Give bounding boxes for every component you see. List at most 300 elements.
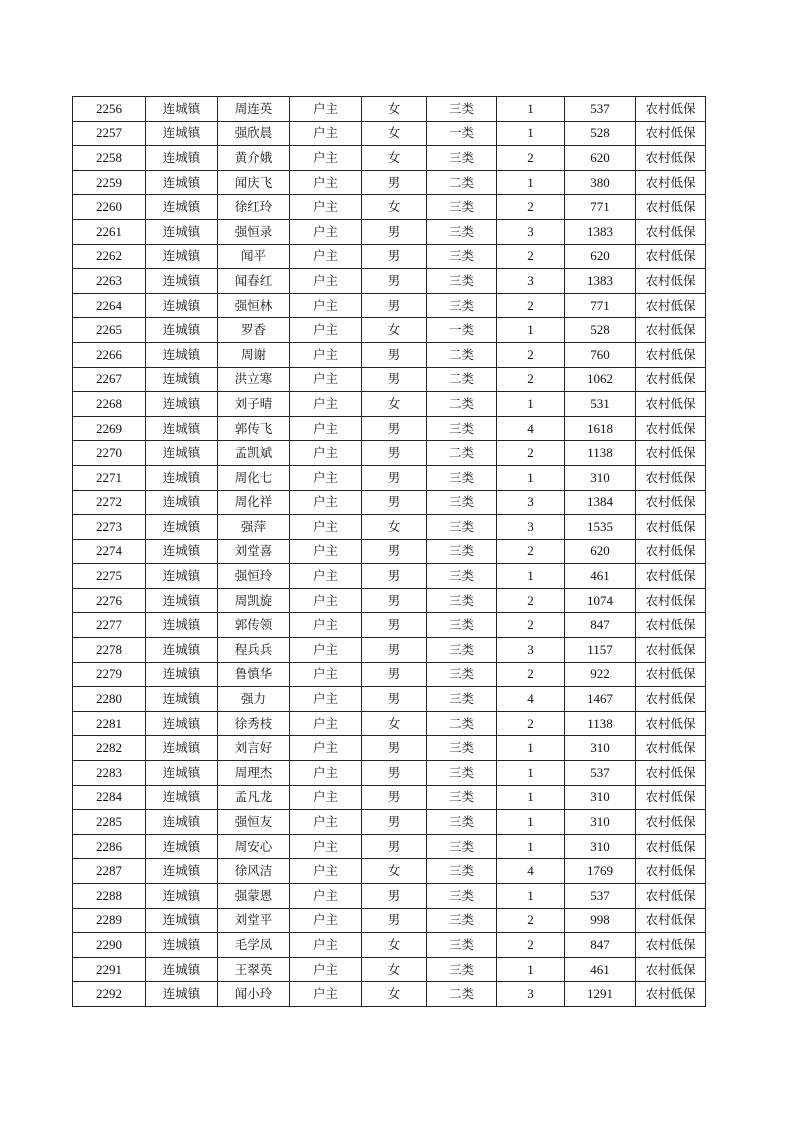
township-cell: 连城镇 [146,613,218,638]
gender-cell: 男 [362,342,427,367]
category-cell: 三类 [427,810,497,835]
name-cell: 徐秀枝 [218,711,290,736]
gender-cell: 男 [362,687,427,712]
table-row [73,810,706,835]
table-row [73,121,706,146]
amount-cell: 310 [565,810,636,835]
name-cell: 闻庆飞 [218,170,290,195]
program-cell: 农村低保 [636,170,706,195]
relation-cell: 户主 [290,539,362,564]
name-cell: 孟凯斌 [218,441,290,466]
township-cell: 连城镇 [146,908,218,933]
name-cell: 刘言好 [218,736,290,761]
name-cell: 郭传领 [218,613,290,638]
category-cell: 二类 [427,441,497,466]
table-body [73,97,706,1007]
gender-cell: 女 [362,982,427,1007]
serial-number-cell: 2284 [73,785,146,810]
household-size-cell: 1 [497,170,565,195]
category-cell: 三类 [427,638,497,663]
category-cell: 三类 [427,662,497,687]
name-cell: 周安心 [218,834,290,859]
table-row [73,638,706,663]
category-cell: 一类 [427,318,497,343]
table-row [73,884,706,909]
amount-cell: 1383 [565,219,636,244]
gender-cell: 男 [362,219,427,244]
name-cell: 刘堂平 [218,908,290,933]
township-cell: 连城镇 [146,982,218,1007]
household-size-cell: 2 [497,539,565,564]
amount-cell: 380 [565,170,636,195]
program-cell: 农村低保 [636,146,706,171]
serial-number-cell: 2264 [73,293,146,318]
relation-cell: 户主 [290,884,362,909]
program-cell: 农村低保 [636,638,706,663]
program-cell: 农村低保 [636,884,706,909]
serial-number-cell: 2256 [73,97,146,122]
relation-cell: 户主 [290,613,362,638]
gender-cell: 女 [362,957,427,982]
name-cell: 周凯旋 [218,588,290,613]
amount-cell: 1138 [565,441,636,466]
relation-cell: 户主 [290,244,362,269]
name-cell: 强欣晨 [218,121,290,146]
household-size-cell: 2 [497,588,565,613]
program-cell: 农村低保 [636,662,706,687]
relation-cell: 户主 [290,761,362,786]
name-cell: 强蒙恩 [218,884,290,909]
category-cell: 二类 [427,982,497,1007]
gender-cell: 女 [362,933,427,958]
gender-cell: 男 [362,810,427,835]
household-size-cell: 1 [497,884,565,909]
serial-number-cell: 2280 [73,687,146,712]
table-row [73,416,706,441]
gender-cell: 男 [362,441,427,466]
household-size-cell: 1 [497,736,565,761]
category-cell: 三类 [427,564,497,589]
program-cell: 农村低保 [636,318,706,343]
serial-number-cell: 2276 [73,588,146,613]
category-cell: 三类 [427,490,497,515]
relation-cell: 户主 [290,662,362,687]
household-size-cell: 2 [497,662,565,687]
program-cell: 农村低保 [636,465,706,490]
household-size-cell: 1 [497,957,565,982]
program-cell: 农村低保 [636,121,706,146]
amount-cell: 760 [565,342,636,367]
serial-number-cell: 2285 [73,810,146,835]
gender-cell: 女 [362,195,427,220]
table-row [73,97,706,122]
relation-cell: 户主 [290,367,362,392]
township-cell: 连城镇 [146,761,218,786]
serial-number-cell: 2266 [73,342,146,367]
household-size-cell: 1 [497,97,565,122]
township-cell: 连城镇 [146,638,218,663]
category-cell: 三类 [427,761,497,786]
program-cell: 农村低保 [636,367,706,392]
serial-number-cell: 2260 [73,195,146,220]
township-cell: 连城镇 [146,367,218,392]
amount-cell: 1157 [565,638,636,663]
household-size-cell: 3 [497,269,565,294]
program-cell: 农村低保 [636,687,706,712]
program-cell: 农村低保 [636,785,706,810]
township-cell: 连城镇 [146,269,218,294]
table-row [73,859,706,884]
serial-number-cell: 2274 [73,539,146,564]
category-cell: 三类 [427,884,497,909]
amount-cell: 461 [565,957,636,982]
amount-cell: 528 [565,318,636,343]
relation-cell: 户主 [290,318,362,343]
category-cell: 三类 [427,957,497,982]
table-row [73,170,706,195]
relation-cell: 户主 [290,638,362,663]
township-cell: 连城镇 [146,564,218,589]
relation-cell: 户主 [290,785,362,810]
serial-number-cell: 2290 [73,933,146,958]
table-row [73,908,706,933]
township-cell: 连城镇 [146,490,218,515]
relation-cell: 户主 [290,957,362,982]
household-size-cell: 2 [497,293,565,318]
table-row [73,490,706,515]
amount-cell: 537 [565,97,636,122]
township-cell: 连城镇 [146,342,218,367]
amount-cell: 310 [565,834,636,859]
gender-cell: 男 [362,908,427,933]
township-cell: 连城镇 [146,687,218,712]
program-cell: 农村低保 [636,613,706,638]
township-cell: 连城镇 [146,859,218,884]
category-cell: 二类 [427,367,497,392]
amount-cell: 531 [565,392,636,417]
serial-number-cell: 2262 [73,244,146,269]
name-cell: 毛学凤 [218,933,290,958]
category-cell: 三类 [427,785,497,810]
gender-cell: 男 [362,170,427,195]
table-row [73,392,706,417]
township-cell: 连城镇 [146,539,218,564]
relation-cell: 户主 [290,564,362,589]
relation-cell: 户主 [290,859,362,884]
serial-number-cell: 2271 [73,465,146,490]
township-cell: 连城镇 [146,219,218,244]
name-cell: 徐红玲 [218,195,290,220]
relation-cell: 户主 [290,121,362,146]
household-size-cell: 2 [497,146,565,171]
amount-cell: 1291 [565,982,636,1007]
household-size-cell: 3 [497,982,565,1007]
township-cell: 连城镇 [146,146,218,171]
amount-cell: 537 [565,761,636,786]
name-cell: 强萍 [218,515,290,540]
name-cell: 闻春红 [218,269,290,294]
gender-cell: 男 [362,638,427,663]
gender-cell: 男 [362,269,427,294]
serial-number-cell: 2258 [73,146,146,171]
township-cell: 连城镇 [146,244,218,269]
program-cell: 农村低保 [636,97,706,122]
name-cell: 强恒玲 [218,564,290,589]
program-cell: 农村低保 [636,539,706,564]
name-cell: 强恒林 [218,293,290,318]
name-cell: 王翠英 [218,957,290,982]
table-row [73,933,706,958]
category-cell: 一类 [427,121,497,146]
gender-cell: 男 [362,367,427,392]
gender-cell: 男 [362,490,427,515]
gender-cell: 男 [362,761,427,786]
name-cell: 洪立寒 [218,367,290,392]
household-size-cell: 2 [497,441,565,466]
program-cell: 农村低保 [636,834,706,859]
gender-cell: 女 [362,392,427,417]
amount-cell: 922 [565,662,636,687]
table-row [73,219,706,244]
township-cell: 连城镇 [146,834,218,859]
name-cell: 强恒录 [218,219,290,244]
program-cell: 农村低保 [636,588,706,613]
serial-number-cell: 2275 [73,564,146,589]
serial-number-cell: 2279 [73,662,146,687]
category-cell: 三类 [427,97,497,122]
serial-number-cell: 2268 [73,392,146,417]
table-row [73,293,706,318]
amount-cell: 771 [565,293,636,318]
gender-cell: 男 [362,884,427,909]
relation-cell: 户主 [290,146,362,171]
township-cell: 连城镇 [146,195,218,220]
gender-cell: 男 [362,613,427,638]
township-cell: 连城镇 [146,293,218,318]
household-size-cell: 3 [497,490,565,515]
table-row [73,736,706,761]
serial-number-cell: 2288 [73,884,146,909]
table-row [73,269,706,294]
township-cell: 连城镇 [146,884,218,909]
category-cell: 三类 [427,834,497,859]
relation-cell: 户主 [290,687,362,712]
category-cell: 二类 [427,392,497,417]
gender-cell: 女 [362,859,427,884]
township-cell: 连城镇 [146,736,218,761]
program-cell: 农村低保 [636,392,706,417]
name-cell: 罗香 [218,318,290,343]
category-cell: 三类 [427,933,497,958]
category-cell: 三类 [427,146,497,171]
table-row [73,662,706,687]
relation-cell: 户主 [290,982,362,1007]
name-cell: 周谢 [218,342,290,367]
gender-cell: 男 [362,736,427,761]
gender-cell: 男 [362,564,427,589]
household-size-cell: 2 [497,367,565,392]
township-cell: 连城镇 [146,97,218,122]
category-cell: 三类 [427,687,497,712]
township-cell: 连城镇 [146,515,218,540]
amount-cell: 1138 [565,711,636,736]
program-cell: 农村低保 [636,293,706,318]
amount-cell: 1467 [565,687,636,712]
name-cell: 周化祥 [218,490,290,515]
category-cell: 三类 [427,219,497,244]
township-cell: 连城镇 [146,170,218,195]
relation-cell: 户主 [290,490,362,515]
program-cell: 农村低保 [636,736,706,761]
amount-cell: 1062 [565,367,636,392]
category-cell: 三类 [427,859,497,884]
township-cell: 连城镇 [146,933,218,958]
relation-cell: 户主 [290,269,362,294]
serial-number-cell: 2286 [73,834,146,859]
program-cell: 农村低保 [636,564,706,589]
name-cell: 周化七 [218,465,290,490]
household-size-cell: 1 [497,121,565,146]
gender-cell: 男 [362,539,427,564]
amount-cell: 847 [565,613,636,638]
relation-cell: 户主 [290,736,362,761]
relation-cell: 户主 [290,441,362,466]
table-row [73,613,706,638]
name-cell: 徐风洁 [218,859,290,884]
table-row [73,367,706,392]
amount-cell: 310 [565,736,636,761]
serial-number-cell: 2273 [73,515,146,540]
amount-cell: 1618 [565,416,636,441]
amount-cell: 1535 [565,515,636,540]
township-cell: 连城镇 [146,588,218,613]
serial-number-cell: 2261 [73,219,146,244]
serial-number-cell: 2265 [73,318,146,343]
household-size-cell: 1 [497,318,565,343]
name-cell: 孟凡龙 [218,785,290,810]
serial-number-cell: 2267 [73,367,146,392]
household-size-cell: 2 [497,613,565,638]
program-cell: 农村低保 [636,933,706,958]
household-size-cell: 1 [497,785,565,810]
gender-cell: 女 [362,97,427,122]
amount-cell: 310 [565,465,636,490]
table-row [73,515,706,540]
relation-cell: 户主 [290,711,362,736]
category-cell: 三类 [427,515,497,540]
amount-cell: 1074 [565,588,636,613]
table-row [73,982,706,1007]
serial-number-cell: 2277 [73,613,146,638]
serial-number-cell: 2283 [73,761,146,786]
relation-cell: 户主 [290,342,362,367]
table-row [73,146,706,171]
household-size-cell: 1 [497,465,565,490]
household-size-cell: 2 [497,195,565,220]
name-cell: 周连英 [218,97,290,122]
category-cell: 二类 [427,170,497,195]
category-cell: 三类 [427,293,497,318]
category-cell: 二类 [427,711,497,736]
household-size-cell: 4 [497,416,565,441]
household-size-cell: 3 [497,219,565,244]
township-cell: 连城镇 [146,392,218,417]
program-cell: 农村低保 [636,195,706,220]
program-cell: 农村低保 [636,441,706,466]
name-cell: 黄介娥 [218,146,290,171]
benefit-roster-table [72,96,706,1007]
program-cell: 农村低保 [636,908,706,933]
table-row [73,244,706,269]
relation-cell: 户主 [290,810,362,835]
amount-cell: 1769 [565,859,636,884]
household-size-cell: 2 [497,908,565,933]
table-row [73,195,706,220]
amount-cell: 528 [565,121,636,146]
name-cell: 强力 [218,687,290,712]
household-size-cell: 4 [497,859,565,884]
program-cell: 农村低保 [636,859,706,884]
amount-cell: 847 [565,933,636,958]
township-cell: 连城镇 [146,810,218,835]
program-cell: 农村低保 [636,244,706,269]
relation-cell: 户主 [290,219,362,244]
household-size-cell: 2 [497,342,565,367]
relation-cell: 户主 [290,416,362,441]
program-cell: 农村低保 [636,957,706,982]
table-row [73,441,706,466]
household-size-cell: 1 [497,392,565,417]
program-cell: 农村低保 [636,711,706,736]
relation-cell: 户主 [290,834,362,859]
name-cell: 周理杰 [218,761,290,786]
amount-cell: 771 [565,195,636,220]
program-cell: 农村低保 [636,342,706,367]
relation-cell: 户主 [290,515,362,540]
township-cell: 连城镇 [146,711,218,736]
table-row [73,465,706,490]
township-cell: 连城镇 [146,318,218,343]
relation-cell: 户主 [290,588,362,613]
amount-cell: 461 [565,564,636,589]
household-size-cell: 3 [497,638,565,663]
gender-cell: 男 [362,465,427,490]
amount-cell: 1383 [565,269,636,294]
township-cell: 连城镇 [146,785,218,810]
program-cell: 农村低保 [636,515,706,540]
program-cell: 农村低保 [636,219,706,244]
name-cell: 郭传飞 [218,416,290,441]
serial-number-cell: 2291 [73,957,146,982]
amount-cell: 1384 [565,490,636,515]
program-cell: 农村低保 [636,416,706,441]
relation-cell: 户主 [290,933,362,958]
relation-cell: 户主 [290,195,362,220]
township-cell: 连城镇 [146,121,218,146]
table-row [73,342,706,367]
name-cell: 闻平 [218,244,290,269]
name-cell: 强恒友 [218,810,290,835]
category-cell: 三类 [427,588,497,613]
serial-number-cell: 2270 [73,441,146,466]
relation-cell: 户主 [290,908,362,933]
program-cell: 农村低保 [636,810,706,835]
table-row [73,785,706,810]
program-cell: 农村低保 [636,761,706,786]
gender-cell: 男 [362,244,427,269]
township-cell: 连城镇 [146,441,218,466]
category-cell: 三类 [427,244,497,269]
